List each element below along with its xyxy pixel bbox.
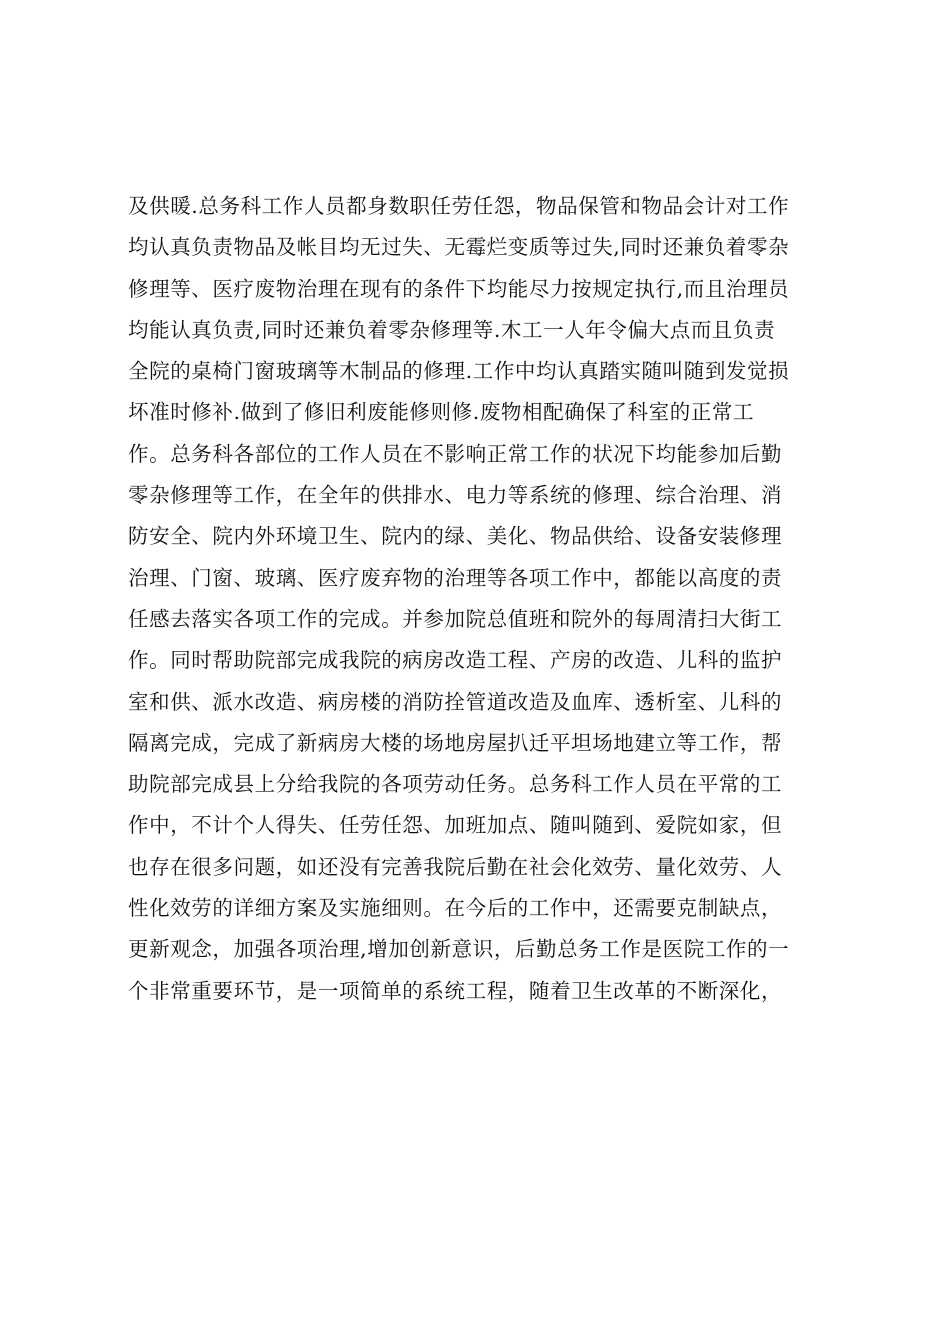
text-line: 坏准时修补.做到了修旧利废能修则修.废物相配确保了科室的正常工 <box>128 400 755 425</box>
text-line: 性化效劳的详细方案及实施细则。在今后的工作中，还需要克制缺点， <box>128 896 783 921</box>
text-line: 均能认真负责,同时还兼负着零杂修理等.木工一人年令偏大点而且负责 <box>128 317 776 342</box>
text-line: 隔离完成，完成了新病房大楼的场地房屋扒迁平坦场地建立等工作，帮 <box>128 730 783 755</box>
text-line: 室和供、派水改造、病房楼的消防拴管道改造及血库、透析室、儿科的 <box>128 689 783 714</box>
text-line: 作。总务科各部位的工作人员在不影响正常工作的状况下均能参加后勤 <box>128 441 783 466</box>
text-line: 治理、门窗、玻璃、医疗废弃物的治理等各项工作中，都能以高度的责 <box>128 565 783 590</box>
text-line: 任感去落实各项工作的完成。并参加院总值班和院外的每周清扫大街工 <box>128 606 783 631</box>
body-text <box>128 186 828 1012</box>
text-line: 作。同时帮助院部完成我院的病房改造工程、产房的改造、儿科的监护 <box>128 648 783 673</box>
text-line: 作中，不计个人得失、任劳任怨、加班加点、随叫随到、爱院如家，但 <box>128 813 783 838</box>
text-line: 零杂修理等工作，在全年的供排水、电力等系统的修理、综合治理、消 <box>128 483 783 508</box>
text-line: 及供暖.总务科工作人员都身数职任劳任怨，物品保管和物品会计对工作 <box>128 194 790 218</box>
text-line: 防安全、院内外环境卫生、院内的绿、美化、物品供给、设备安装修理 <box>128 524 783 549</box>
text-line: 个非常重要环节，是一项简单的系统工程，随着卫生改革的不断深化， <box>128 978 783 1003</box>
text-line: 助院部完成县上分给我院的各项劳动任务。总务科工作人员在平常的工 <box>128 772 783 797</box>
text-line: 也存在很多问题，如还没有完善我院后勤在社会化效劳、量化效劳、人 <box>128 854 783 879</box>
text-line: 均认真负责物品及帐目均无过失、无霉烂变质等过失,同时还兼负着零杂 <box>128 235 790 260</box>
text-line: 全院的桌椅门窗玻璃等木制品的修理.工作中均认真踏实随叫随到发觉损 <box>128 359 790 384</box>
text-line: 修理等、医疗废物治理在现有的条件下均能尽力按规定执行,而且治理员 <box>128 276 790 301</box>
text-line: 更新观念，加强各项治理,增加创新意识，后勤总务工作是医院工作的一 <box>128 937 790 962</box>
